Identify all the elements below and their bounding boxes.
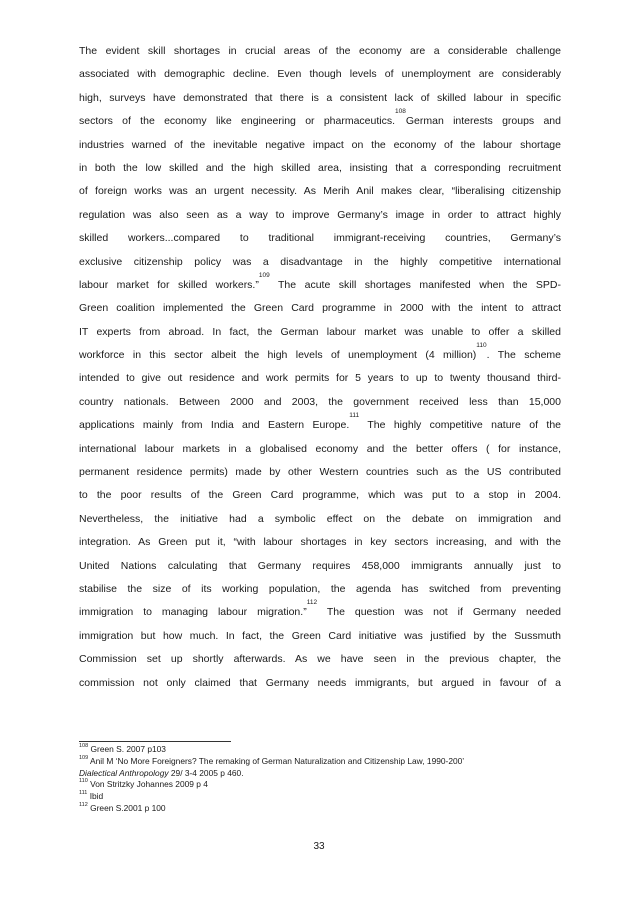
text-line: workforce in this sector albeit the high levels of unemployment (4 million)$^{110}$. The scheme (79, 342, 561, 362)
text-line: The evident skill shortages in crucial areas of the economy are a considerable challenge (79, 45, 561, 57)
text-line: immigration but how much. In fact, the Green Card initiative was justified by the Sussmuth (79, 629, 561, 642)
text-line: commission not only claimed that Germany needs immigrants, but argued in favour of a (79, 676, 561, 689)
text-line: exclusive citizenship policy was a disadvantage in the highly competitive international (79, 255, 561, 268)
text-line: sectors of the economy like engineering or pharmaceutics.$^{108}$German interests groups and (79, 108, 561, 128)
footnote-109-continued: Dialectical Anthropology 29/ 3-4 2005 p 460. (79, 767, 244, 778)
text-line: of foreign works was an urgent necessity. As Merih Anil makes clear, “liberalising citizenship (79, 185, 561, 198)
footnote-109: $^{109}$ Anil M ‘No More Foreigners? The remaking of German Naturalization and Citizenship Law, 1990-200’ (79, 754, 465, 766)
text-line: industries warned of the inevitable negative impact on the economy of the labour shortage (79, 138, 561, 151)
text-line: intended to give out residence and work permits for 5 years to up to twenty thousand third- (79, 372, 561, 385)
text-line: to the poor results of the Green Card programme, which was put to a stop in 2004. (79, 489, 561, 502)
footnote-112: $^{112}$ Green S.2001 p 100 (79, 801, 166, 813)
text-line: skilled workers...compared to traditional immigrant-receiving countries, Germany’s (79, 232, 561, 245)
text-line: Commission set up shortly afterwards. As we have seen in the previous chapter, the (79, 653, 561, 666)
footnote-111: $^{111}$ Ibid (79, 790, 104, 802)
text-line: associated with demographic decline. Even though levels of unemployment are considerably (79, 68, 561, 81)
page-number: 33 (313, 841, 325, 852)
text-line: labour market for skilled workers.”$^{109}$ The acute skill shortages manifested when the SPD- (79, 271, 562, 291)
footnote-ref-108[interactable]: 108 (395, 108, 406, 116)
text-line: Green coalition implemented the Green Card programme in 2000 with the intent to attract (79, 302, 561, 315)
footnote-108: $^{108}$ Green S. 2007 p103 (79, 743, 166, 754)
text-line: country nationals. Between 2000 and 2003, the government received less than 15,000 (79, 395, 561, 408)
text-line: regulation was also seen as a way to improve Germany’s image in order to attract highly (79, 208, 561, 221)
text-line: Nevertheless, the initiative had a symbolic effect on the debate on immigration and (79, 512, 561, 525)
footnote-ref-110[interactable]: 110 (476, 342, 487, 350)
text-line: United Nations calculating that Germany requires 458,000 immigrants annually just to (79, 559, 561, 572)
text-line: stabilise the size of its working population, the agenda has switched from preventing (79, 582, 561, 595)
text-line: immigration to managing labour migration.”$^{112}$ The question was not if Germany needed (79, 599, 562, 619)
footnote-ref-111[interactable]: 111 (349, 412, 360, 420)
text-line: applications mainly from India and Eastern Europe.$^{111}$ The highly competitive nature of the (79, 412, 561, 432)
body-paragraph (79, 40, 561, 695)
footnotes (79, 744, 561, 815)
text-line: integration. As Green put it, “with labour shortages in key sectors increasing, and with the (79, 536, 561, 549)
footnote-ref-112[interactable]: 112 (306, 599, 318, 607)
footnote-separator (79, 741, 231, 742)
text-line: permanent residence permits) made by other Western countries such as the US contributed (79, 466, 561, 479)
footnote-110: $^{110}$ Von Stritzky Johannes 2009 p 4 (79, 778, 208, 790)
text-line: international labour markets in a globalised economy and the better offers ( for instance, (79, 442, 561, 455)
text-line: high, surveys have demonstrated that there is a consistent lack of skilled labour in specific (79, 91, 561, 104)
text-line: IT experts from abroad. In fact, the German labour market was unable to offer a skilled (79, 325, 561, 338)
text-line: in both the low skilled and the high skilled area, insisting that a corresponding recruitment (79, 161, 561, 174)
footnote-ref-109[interactable]: 109 (258, 271, 270, 279)
